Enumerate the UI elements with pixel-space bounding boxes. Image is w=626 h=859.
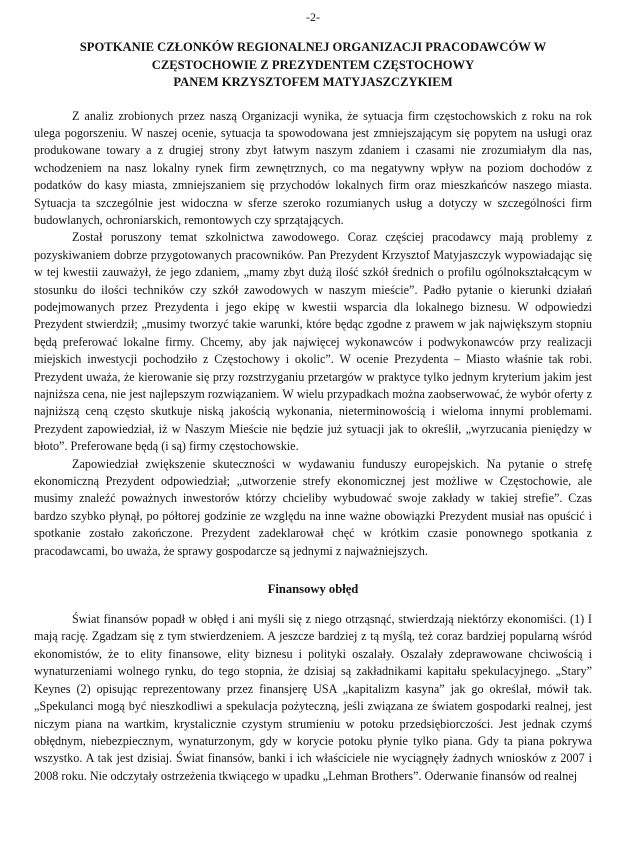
title-line: SPOTKANIE CZŁONKÓW REGIONALNEJ ORGANIZACJI PRACODAWCÓW W — [79, 40, 547, 54]
section-heading: Finansowy obłęd — [267, 582, 359, 597]
paragraph: Z analiz zrobionych przez naszą Organizacji wynika, że sytuacja firm częstochowskich z roku na rok ulega pogorszeniu. W naszej ocenie, sytuacja ta spowodowana jest zmniejszającym się popytem na usługi oraz produkowane towary a z drugiej strony zbyt łatwym naszym zdaniem i czasami nie zrozumiałym dla nas, wchodzeniem na nasz lokalny rynek firm zewnętrznych, co ma negatywny wpływ na poziom dochodów z podatków do kasy miasta, zmniejszaniem się przychodów lokalnych firm oraz mieszkańców naszego miasta. Sytuacja ta szczególnie jest widoczna w sferze szeroko rozumianych usług a dotyczy w szczególności firm budowlanych, ochroniarskich, remontowych czy sprzątających. — [34, 108, 592, 227]
article-title — [34, 39, 592, 92]
page-number: -2- — [306, 10, 320, 24]
title-line: CZĘSTOCHOWIE Z PREZYDENTEM CZĘSTOCHOWY — [151, 57, 475, 72]
title-line: PANEM KRZYSZTOFEM MATYJASZCZYKIEM — [173, 75, 453, 89]
paragraph: Zapowiedział zwiększenie skuteczności w wydawaniu funduszy europejskich. Na pytanie o strefę ekonomiczną Prezydent odpowiedział; „utworzenie strefy ekonomicznej jest możliwe w Częstochowie, ale musimy znaleźć poważnych inwestorów którzy chcieliby wybudować swoje zakłady w takiej strefie”. Czas bardzo szybko płynął, po półtorej godzinie ze względu na inne ważne obowiązki Prezydent musiał nas opuścić i spotkanie zostało zakończone. Prezydent zadeklarował chęć w krótkim czasie ponownego spotkania z pracodawcami, bo uważa, że sprawy gospodarcze są jednymi z najważniejszych. — [34, 456, 592, 558]
paragraph: Świat finansów popadł w obłęd i ani myśli się z niego otrząsnąć, stwierdzają niektórzy ekonomiści. (1) I mają rację. Zgadzam się z tym stwierdzeniem. A jeszcze bardziej z tą myślą, też coraz bardziej popularną wśród ekonomistów, że to elity finansowe, elity biznesu i polityki oszalały. Oszalały zdeprawowane chciwością i wynaturzeniami wolnego rynku, do tego stopnia, że dzisiaj są zakładnikami kapitału spekulacyjnego. „Stary” Keynes (2) opisując reprezentowany przez finansjerę USA „kapitalizm kasyna” jak go określał, mówił tak. „Spekulanci mogą być nieszkodliwi a spekulacja pożyteczną, jeśli związana ze światem gospodarki realnej, jest niczym piana na wartkim, krystalicznie czystym strumieniu w potoku przedsiębiorczości. Jest jednak czymś obłędnym, niebezpiecznym, wynaturzonym, gdy w korycie potoku płynie tylko piana. Gdy ta piana pokrywa wszystko. A tak jest dzisiaj. Świat finansów, banki i ich właściciele nie wyciągnęły żadnych wniosków z 2007 i 2008 roku. Nie odczytały ostrzeżenia tkwiącego w upadku „Lehman Brothers”. Oderwanie finansów od realnej — [34, 612, 592, 783]
paragraph: Został poruszony temat szkolnictwa zawodowego. Coraz częściej pracodawcy mają problemy z pozyskiwaniem dobrze przygotowanych pracowników. Pan Prezydent Krzysztof Matyjaszczyk wypowiadając się w tej kwestii zauważył, że jego zdaniem, „mamy zbyt dużą ilość szkół średnich o profilu ogólnokształcącym w stosunku do ilości techników czy szkół zawodowych w naszym mieście”. Padło pytanie o kierunki działań podejmowanych przez Prezydenta i jego ekipę w kwestii wsparcia dla lokalnego biznesu. W odpowiedzi Prezydent stwierdził; „musimy tworzyć takie warunki, które będąc zgodne z prawem w jak największym stopniu będą preferować lokalne firmy. Chcemy, aby jak najwięcej wykonawców i podwykonawców przy realizacji miejskich inwestycji pochodziło z Częstochowy i okolic”. W ocenie Prezydenta – Miasto właśnie tak robi. Prezydent uważa, że kierowanie się przy rozstrzyganiu przetargów w praktyce tylko jednym kryterium jakim jest najniższa cena, nie jest najlepszym rozwiązaniem. W wielu przypadkach można zaobserwować, że wybór oferty z najniższą ceną często skutkuje niską jakością wykonania, nieterminowością i wieloma innymi problemami. Prezydent zapowiedział, iż w Naszym Mieście nie będzie już sytuacji jak to określił, „wyrzucania pieniędzy w błoto”. Preferowane będą (i są) firmy częstochowskie. — [34, 230, 592, 454]
